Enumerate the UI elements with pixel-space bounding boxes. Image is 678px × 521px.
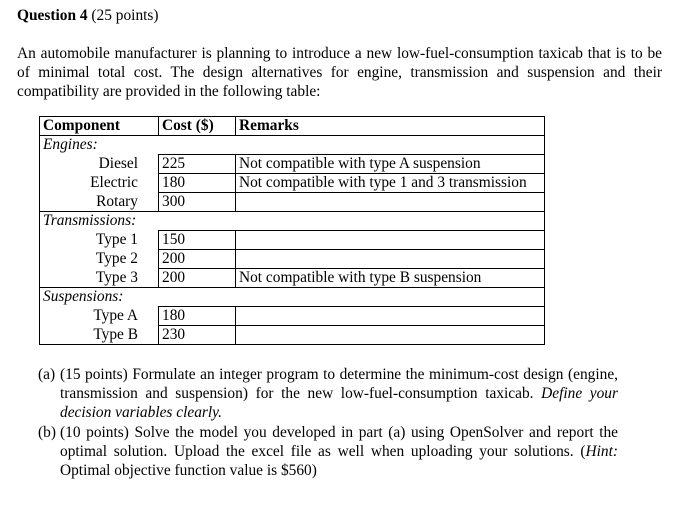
row-cost: 300 [159, 193, 236, 212]
part-b-label: (b) [38, 424, 56, 441]
row-name: Type 3 [40, 269, 159, 288]
row-name: Type A [40, 307, 159, 326]
question-title: Question 4 [17, 7, 88, 24]
table-row [40, 326, 545, 345]
table-row [40, 193, 545, 212]
table-row [40, 307, 545, 326]
header-cost: Cost ($) [159, 117, 236, 136]
row-remarks: Not compatible with type 1 and 3 transmission [236, 174, 545, 193]
header-remarks: Remarks [236, 117, 545, 136]
section-row-suspensions [40, 288, 545, 307]
row-name: Type 1 [40, 231, 159, 250]
question-heading [17, 7, 159, 25]
section-label-engines: Engines: [40, 136, 545, 155]
section-label-transmissions: Transmissions: [40, 212, 545, 231]
part-b [38, 423, 618, 480]
row-remarks [236, 326, 545, 345]
design-alternatives-table [39, 116, 545, 345]
question-parts [38, 365, 618, 481]
row-name: Type B [40, 326, 159, 345]
row-cost: 200 [159, 250, 236, 269]
row-remarks: Not compatible with type B suspension [236, 269, 545, 288]
row-cost: 200 [159, 269, 236, 288]
row-cost: 180 [159, 307, 236, 326]
section-label-suspensions: Suspensions: [40, 288, 545, 307]
row-remarks: Not compatible with type A suspension [236, 155, 545, 174]
part-a-body: (15 points) Formulate an integer program to determine the minimum-cost design (engine, transmission and suspension) for the new low-fuel-consumption taxicab. [60, 366, 618, 402]
row-cost: 230 [159, 326, 236, 345]
part-b-body: (10 points) Solve the model you developed in part (a) using OpenSolver and report the optimal solution. Upload the excel file as well when uploading your solutions. ( [60, 424, 618, 460]
question-points: (25 points) [91, 7, 159, 24]
row-cost: 180 [159, 174, 236, 193]
part-a-emphasis: Define your decision variables clearly. [60, 385, 618, 421]
section-row-transmissions [40, 212, 545, 231]
row-name: Electric [40, 174, 159, 193]
header-component: Component [40, 117, 159, 136]
row-cost: 150 [159, 231, 236, 250]
table-row [40, 174, 545, 193]
table-row [40, 155, 545, 174]
row-name: Rotary [40, 193, 159, 212]
row-name: Diesel [40, 155, 159, 174]
row-remarks [236, 231, 545, 250]
row-remarks [236, 193, 545, 212]
intro-paragraph: An automobile manufacturer is planning to introduce a new low-fuel-consumption taxicab that is to be of minimal total cost. The design alternatives for engine, transmission and suspension and their compatibility are provided in the following table: [17, 45, 662, 100]
part-a [38, 365, 618, 422]
part-b-hint-label: Hint: [585, 443, 618, 460]
table-row [40, 269, 545, 288]
table-row [40, 250, 545, 269]
row-remarks [236, 307, 545, 326]
part-a-label: (a) [38, 366, 56, 383]
part-b-text [60, 423, 618, 480]
section-row-engines [40, 136, 545, 155]
part-b-hint-text: Optimal objective function value is $560) [60, 462, 317, 479]
row-name: Type 2 [40, 250, 159, 269]
part-a-text [60, 365, 618, 422]
row-cost: 225 [159, 155, 236, 174]
row-remarks [236, 250, 545, 269]
table-header-row [40, 117, 545, 136]
table-row [40, 231, 545, 250]
